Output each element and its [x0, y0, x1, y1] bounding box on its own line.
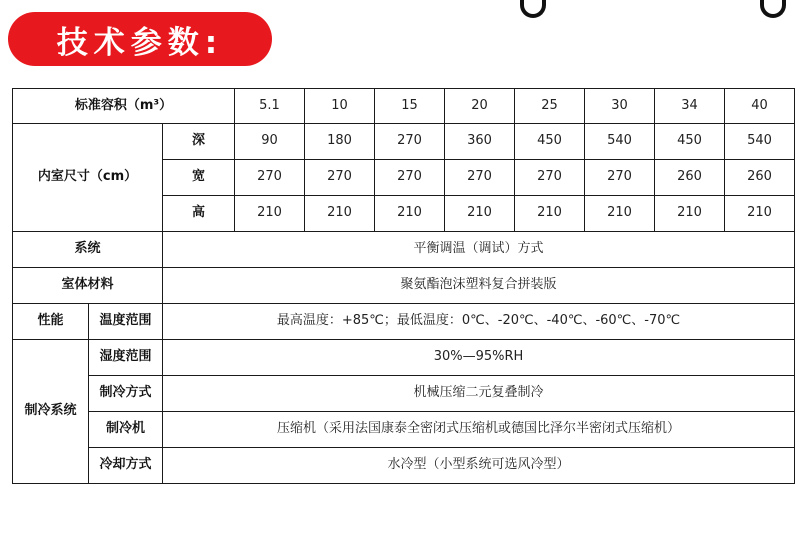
refrigerator-label: 制冷机	[89, 412, 163, 448]
cooling-method-label: 冷却方式	[89, 448, 163, 484]
width-value: 270	[305, 160, 375, 196]
width-value: 270	[235, 160, 305, 196]
width-value: 270	[375, 160, 445, 196]
depth-value: 540	[585, 124, 655, 160]
refrigeration-method-label: 制冷方式	[89, 376, 163, 412]
capacity-value: 30	[585, 89, 655, 124]
decorative-arc-left	[520, 0, 546, 18]
capacity-row	[13, 89, 795, 124]
capacity-value: 15	[375, 89, 445, 124]
capacity-value: 34	[655, 89, 725, 124]
height-value: 210	[445, 196, 515, 232]
system-row	[13, 232, 795, 268]
width-label: 宽	[163, 160, 235, 196]
material-label: 室体材料	[13, 268, 163, 304]
capacity-value: 40	[725, 89, 795, 124]
system-value: 平衡调温（调试）方式	[163, 232, 795, 268]
performance-row	[13, 304, 795, 340]
material-row	[13, 268, 795, 304]
depth-value: 360	[445, 124, 515, 160]
height-label: 高	[163, 196, 235, 232]
height-value: 210	[655, 196, 725, 232]
spec-table	[12, 88, 795, 484]
refrigerator-row	[13, 412, 795, 448]
depth-value: 450	[655, 124, 725, 160]
height-value: 210	[235, 196, 305, 232]
width-value: 270	[515, 160, 585, 196]
capacity-value: 20	[445, 89, 515, 124]
humidity-row	[13, 340, 795, 376]
depth-value: 180	[305, 124, 375, 160]
section-title-banner	[8, 12, 272, 66]
section-title: 技术参数:	[56, 24, 224, 61]
height-value: 210	[585, 196, 655, 232]
cooling-method-row	[13, 448, 795, 484]
temperature-range-label: 温度范围	[89, 304, 163, 340]
depth-value: 270	[375, 124, 445, 160]
system-label: 系统	[13, 232, 163, 268]
refrigerator-value: 压缩机（采用法国康泰全密闭式压缩机或德国比泽尔半密闭式压缩机）	[163, 412, 795, 448]
capacity-value: 25	[515, 89, 585, 124]
humidity-range-value: 30%—95%RH	[163, 340, 795, 376]
depth-value: 450	[515, 124, 585, 160]
humidity-range-label: 湿度范围	[89, 340, 163, 376]
refrigeration-method-row	[13, 376, 795, 412]
performance-label: 性能	[13, 304, 89, 340]
capacity-value: 10	[305, 89, 375, 124]
refrigeration-method-value: 机械压缩二元复叠制冷	[163, 376, 795, 412]
inner-size-label: 内室尺寸（cm）	[13, 124, 163, 232]
depth-label: 深	[163, 124, 235, 160]
height-value: 210	[375, 196, 445, 232]
capacity-label: 标准容积（m³）	[13, 89, 235, 124]
decorative-arc-right	[760, 0, 786, 18]
material-value: 聚氨酯泡沫塑料复合拼装版	[163, 268, 795, 304]
width-value: 260	[725, 160, 795, 196]
height-value: 210	[725, 196, 795, 232]
temperature-range-value: 最高温度：+85℃；最低温度：0℃、-20℃、-40℃、-60℃、-70℃	[163, 304, 795, 340]
width-value: 270	[585, 160, 655, 196]
depth-value: 540	[725, 124, 795, 160]
refrigeration-system-label: 制冷系统	[13, 340, 89, 484]
cooling-method-value: 水冷型（小型系统可选风冷型）	[163, 448, 795, 484]
width-value: 260	[655, 160, 725, 196]
capacity-value: 5.1	[235, 89, 305, 124]
width-value: 270	[445, 160, 515, 196]
depth-value: 90	[235, 124, 305, 160]
depth-row	[13, 124, 795, 160]
height-value: 210	[305, 196, 375, 232]
height-value: 210	[515, 196, 585, 232]
